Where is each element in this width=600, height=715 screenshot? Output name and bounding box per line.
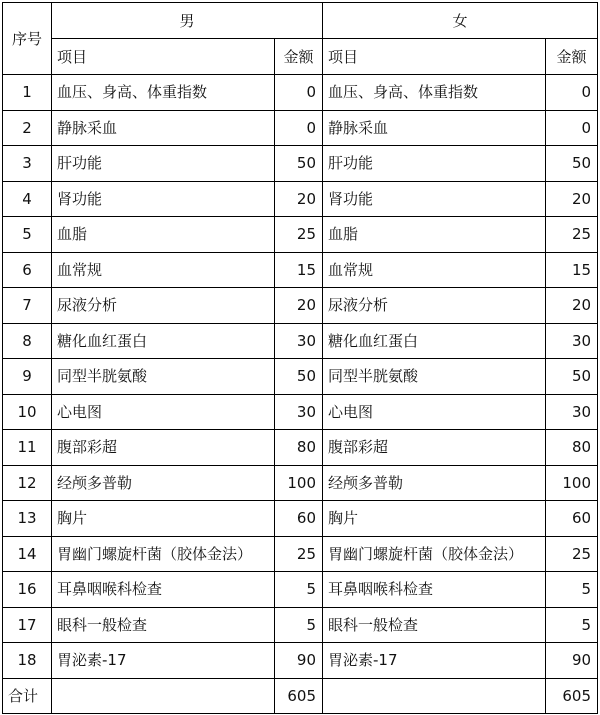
table-row: [3, 181, 598, 217]
cell-male-amount: 25: [275, 536, 323, 572]
header-male-item: 项目: [52, 39, 275, 75]
table-row: [3, 643, 598, 679]
cell-female-amount: 15: [546, 252, 598, 288]
cell-male-item: 胃泌素-17: [52, 643, 275, 679]
cell-male-amount: 0: [275, 110, 323, 146]
header-row-groups: [3, 3, 598, 39]
cell-male-item: 腹部彩超: [52, 430, 275, 466]
cell-seq: 3: [3, 146, 52, 182]
header-female-item: 项目: [323, 39, 546, 75]
cell-seq: 1: [3, 75, 52, 111]
total-female-item-empty: [323, 678, 546, 714]
cell-female-item: 糖化血红蛋白: [323, 323, 546, 359]
cell-seq: 9: [3, 359, 52, 395]
cell-male-item: 同型半胱氨酸: [52, 359, 275, 395]
table-row: [3, 430, 598, 466]
cell-female-amount: 90: [546, 643, 598, 679]
cell-seq: 13: [3, 501, 52, 537]
table-row: [3, 110, 598, 146]
table-row: [3, 572, 598, 608]
cell-male-amount: 50: [275, 146, 323, 182]
cell-female-amount: 25: [546, 536, 598, 572]
cell-male-item: 心电图: [52, 394, 275, 430]
cell-female-item: 肝功能: [323, 146, 546, 182]
cell-female-item: 静脉采血: [323, 110, 546, 146]
cell-female-item: 血常规: [323, 252, 546, 288]
table-row: [3, 394, 598, 430]
cell-seq: 5: [3, 217, 52, 253]
cell-seq: 6: [3, 252, 52, 288]
table-row: [3, 323, 598, 359]
cell-female-item: 血压、身高、体重指数: [323, 75, 546, 111]
cell-female-amount: 5: [546, 607, 598, 643]
cell-female-item: 肾功能: [323, 181, 546, 217]
cell-male-amount: 5: [275, 607, 323, 643]
total-male-amount: 605: [275, 678, 323, 714]
cell-female-item: 耳鼻咽喉科检查: [323, 572, 546, 608]
header-female: 女: [323, 3, 598, 39]
total-male-item-empty: [52, 678, 275, 714]
cell-male-amount: 80: [275, 430, 323, 466]
cell-seq: 4: [3, 181, 52, 217]
cell-female-amount: 30: [546, 323, 598, 359]
cell-female-item: 胃泌素-17: [323, 643, 546, 679]
cell-female-amount: 60: [546, 501, 598, 537]
total-label: 合计: [3, 678, 52, 714]
cell-male-amount: 30: [275, 323, 323, 359]
cell-male-item: 耳鼻咽喉科检查: [52, 572, 275, 608]
header-male: 男: [52, 3, 323, 39]
cell-male-item: 经颅多普勒: [52, 465, 275, 501]
cell-female-amount: 20: [546, 288, 598, 324]
cell-female-item: 腹部彩超: [323, 430, 546, 466]
cell-male-amount: 0: [275, 75, 323, 111]
cell-female-amount: 0: [546, 75, 598, 111]
cell-male-amount: 20: [275, 181, 323, 217]
cell-female-item: 经颅多普勒: [323, 465, 546, 501]
cell-seq: 8: [3, 323, 52, 359]
table-row: [3, 501, 598, 537]
cell-female-amount: 20: [546, 181, 598, 217]
table-row: [3, 465, 598, 501]
cell-male-item: 血常规: [52, 252, 275, 288]
cell-male-item: 血脂: [52, 217, 275, 253]
cell-male-item: 肾功能: [52, 181, 275, 217]
cell-male-item: 胸片: [52, 501, 275, 537]
cell-female-amount: 5: [546, 572, 598, 608]
cell-female-amount: 30: [546, 394, 598, 430]
exam-price-table: [2, 2, 598, 714]
cell-seq: 10: [3, 394, 52, 430]
cell-female-amount: 80: [546, 430, 598, 466]
cell-male-item: 眼科一般检查: [52, 607, 275, 643]
cell-seq: 7: [3, 288, 52, 324]
cell-female-item: 同型半胱氨酸: [323, 359, 546, 395]
cell-female-item: 心电图: [323, 394, 546, 430]
cell-seq: 18: [3, 643, 52, 679]
cell-male-amount: 20: [275, 288, 323, 324]
cell-female-item: 血脂: [323, 217, 546, 253]
cell-seq: 2: [3, 110, 52, 146]
cell-male-item: 尿液分析: [52, 288, 275, 324]
cell-female-item: 眼科一般检查: [323, 607, 546, 643]
cell-female-amount: 25: [546, 217, 598, 253]
cell-male-item: 静脉采血: [52, 110, 275, 146]
cell-female-amount: 50: [546, 359, 598, 395]
cell-female-item: 尿液分析: [323, 288, 546, 324]
cell-male-amount: 25: [275, 217, 323, 253]
cell-seq: 12: [3, 465, 52, 501]
table-row: [3, 607, 598, 643]
cell-male-amount: 90: [275, 643, 323, 679]
cell-seq: 11: [3, 430, 52, 466]
cell-male-item: 肝功能: [52, 146, 275, 182]
table-row: [3, 359, 598, 395]
cell-male-item: 糖化血红蛋白: [52, 323, 275, 359]
table-row: [3, 288, 598, 324]
cell-male-item: 胃幽门螺旋杆菌（胶体金法）: [52, 536, 275, 572]
cell-male-amount: 50: [275, 359, 323, 395]
cell-seq: 14: [3, 536, 52, 572]
cell-male-amount: 60: [275, 501, 323, 537]
cell-seq: 17: [3, 607, 52, 643]
cell-seq: 16: [3, 572, 52, 608]
table-row: [3, 146, 598, 182]
header-male-amount: 金额: [275, 39, 323, 75]
cell-male-amount: 30: [275, 394, 323, 430]
total-female-amount: 605: [546, 678, 598, 714]
header-seq: 序号: [3, 3, 52, 75]
cell-male-amount: 100: [275, 465, 323, 501]
cell-female-amount: 100: [546, 465, 598, 501]
cell-male-amount: 5: [275, 572, 323, 608]
table-row: [3, 252, 598, 288]
cell-female-item: 胸片: [323, 501, 546, 537]
cell-male-item: 血压、身高、体重指数: [52, 75, 275, 111]
table-row: [3, 217, 598, 253]
table-row: [3, 75, 598, 111]
cell-female-amount: 0: [546, 110, 598, 146]
cell-female-amount: 50: [546, 146, 598, 182]
header-row-columns: [3, 39, 598, 75]
table-row: [3, 536, 598, 572]
cell-male-amount: 15: [275, 252, 323, 288]
header-female-amount: 金额: [546, 39, 598, 75]
total-row: [3, 678, 598, 714]
cell-female-item: 胃幽门螺旋杆菌（胶体金法）: [323, 536, 546, 572]
